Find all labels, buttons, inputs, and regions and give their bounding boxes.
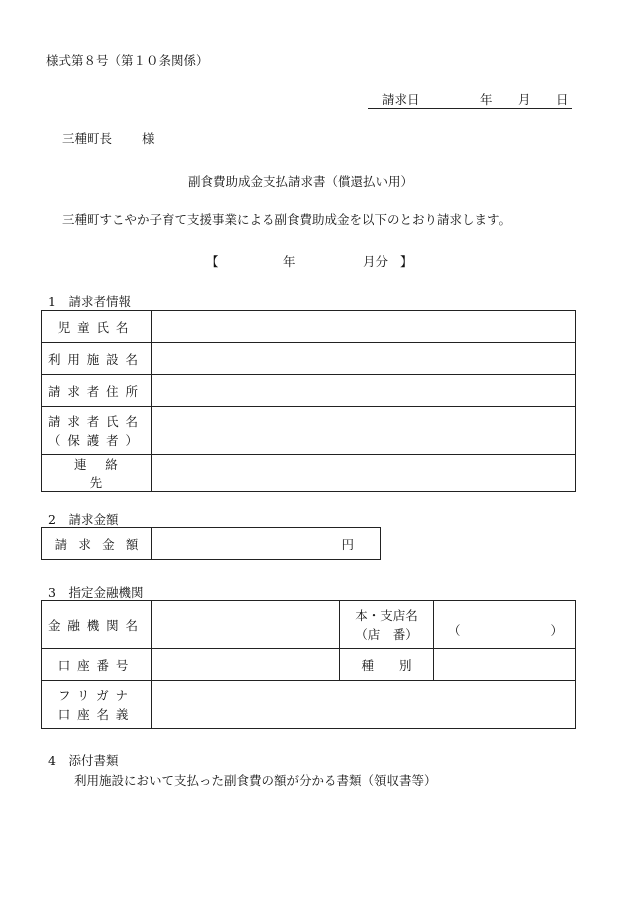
holder-label: 口座名義: [57, 706, 136, 722]
requester-name-field[interactable]: [152, 407, 576, 455]
period-month: 月分: [363, 254, 389, 269]
requester-name-text: 請求者氏名: [48, 413, 145, 429]
section4-heading: 4 添付書類: [48, 753, 119, 768]
table-row: [42, 681, 576, 729]
branch-label-text: 本・支店名: [355, 607, 418, 623]
branch-paren-close: ）: [550, 623, 563, 638]
table-row: [42, 649, 576, 681]
period-line: [0, 252, 630, 270]
period-close: 】: [400, 254, 413, 269]
request-date-line: [368, 90, 572, 109]
requester-address-field[interactable]: [152, 375, 576, 407]
page-title: 副食費助成金支払請求書（償還払い用）: [188, 174, 414, 189]
contact-label: 連絡先: [42, 455, 152, 492]
contact-field[interactable]: [152, 455, 576, 492]
requester-table: [41, 310, 576, 492]
table-row: [42, 455, 576, 492]
guardian-note: （保護者）: [48, 432, 145, 448]
branch-paren-open: （: [448, 623, 461, 638]
amount-table: [41, 527, 381, 560]
addressee-name: 三種町長: [62, 131, 113, 146]
facility-name-label: 利用施設名: [42, 343, 152, 375]
bank-name-field[interactable]: [152, 601, 340, 649]
account-number-label: 口座番号: [42, 649, 152, 681]
table-row: [42, 601, 576, 649]
bank-table: [41, 600, 576, 729]
branch-field[interactable]: [434, 601, 576, 649]
table-row: [42, 343, 576, 375]
section2-heading: 2 請求金額: [48, 512, 119, 527]
section3-heading: 3 指定金融機関: [48, 585, 144, 600]
addressee: [62, 129, 155, 147]
request-date-year: 年: [480, 92, 493, 107]
period-open: 【: [206, 254, 219, 269]
table-row: [42, 375, 576, 407]
branch-label: [340, 601, 434, 649]
addressee-honorific: 様: [142, 131, 155, 146]
request-date-label: 請求日: [382, 92, 420, 107]
table-row: [42, 528, 381, 560]
section1-heading: 1 請求者情報: [48, 294, 131, 309]
requester-address-label: 請求者住所: [42, 375, 152, 407]
request-date-day: 日: [556, 92, 569, 107]
account-type-field[interactable]: [434, 649, 576, 681]
intro-text: 三種町すこやか子育て支援事業による副食費助成金を以下のとおり請求します。: [62, 212, 512, 227]
account-holder-field[interactable]: [152, 681, 576, 729]
bank-name-label: 金融機関名: [42, 601, 152, 649]
table-row: [42, 407, 576, 455]
account-holder-label: [42, 681, 152, 729]
period-year: 年: [283, 254, 296, 269]
branch-number-label: （店 番）: [355, 626, 418, 642]
attachment-text: 利用施設において支払った副食費の額が分かる書類（領収書等）: [74, 773, 437, 788]
requester-name-label: [42, 407, 152, 455]
amount-field[interactable]: [152, 528, 381, 560]
form-number: 様式第８号（第１０条関係）: [46, 53, 209, 68]
table-row: [42, 311, 576, 343]
amount-unit: 円: [341, 536, 354, 552]
furigana-label: フリガナ: [58, 687, 135, 703]
child-name-field[interactable]: [152, 311, 576, 343]
account-type-label: 種 別: [340, 649, 434, 681]
child-name-label: 児童氏名: [42, 311, 152, 343]
request-date-month: 月: [518, 92, 531, 107]
account-number-field[interactable]: [152, 649, 340, 681]
amount-label: 請求金額: [42, 528, 152, 560]
facility-name-field[interactable]: [152, 343, 576, 375]
